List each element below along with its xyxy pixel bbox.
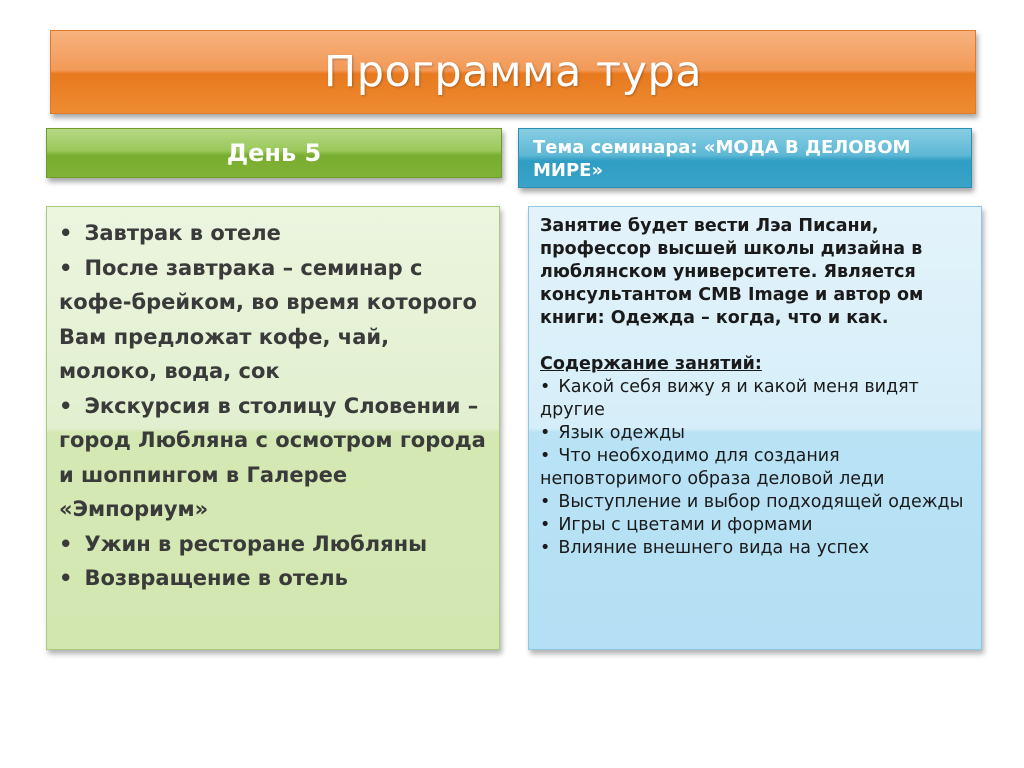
bullet-glyph: • (540, 515, 551, 535)
schedule-box (46, 206, 500, 650)
day-header (46, 128, 502, 178)
seminar-topic-item: • Что необходимо для создания неповторимого образа деловой леди (540, 446, 885, 489)
bullet-glyph: • (59, 221, 73, 245)
bullet-glyph: • (540, 423, 551, 443)
seminar-topics-list (540, 376, 973, 560)
seminar-topic-item: • Язык одежды (540, 423, 685, 443)
schedule-item: • Завтрак в отеле (59, 221, 281, 245)
day-label: День 5 (226, 139, 322, 167)
schedule-item: • Ужин в ресторане Любляны (59, 531, 428, 556)
bullet-glyph: • (540, 492, 551, 512)
schedule-item: • Экскурсия в столицу Словении – город Любляна с осмотром города и шоппингом в Галерее «Эмпориум» (59, 393, 486, 521)
bullet-glyph: • (540, 446, 551, 466)
bullet-glyph: • (59, 255, 73, 280)
bullet-glyph: • (540, 377, 551, 397)
topic-label: Тема семинара: «МОДА В ДЕЛОВОМ МИРЕ» (533, 137, 911, 181)
seminar-box (528, 206, 982, 650)
schedule-item: • После завтрака – семинар с кофе-брейком, во время которого Вам предложат кофе, чай, молоко, вода, сок (59, 255, 477, 383)
lecturer-description: Занятие будет вести Лэа Писани, профессор высшей школы дизайна в люблянском университете. Является консультантом СМВ Image и автор ом книги: Одежда – когда, что и как. (540, 216, 924, 328)
seminar-topic-item: • Выступление и выбор подходящей одежды (540, 492, 964, 512)
seminar-topic-item: • Игры с цветами и формами (540, 515, 813, 535)
seminar-topic-item: • Какой себя вижу я и какой меня видят другие (540, 377, 919, 420)
schedule-list (59, 216, 489, 596)
slide-title: Программа тура (323, 47, 703, 97)
bullet-glyph: • (59, 393, 73, 418)
bullet-glyph: • (59, 531, 73, 556)
bullet-glyph: • (540, 538, 551, 558)
topic-header (518, 128, 972, 188)
seminar-topic-item: • Влияние внешнего вида на успех (540, 538, 870, 558)
bullet-glyph: • (59, 566, 73, 590)
slide-title-bar (50, 30, 976, 114)
content-heading: Содержание занятий: (540, 354, 762, 374)
schedule-item: • Возвращение в отель (59, 566, 348, 590)
